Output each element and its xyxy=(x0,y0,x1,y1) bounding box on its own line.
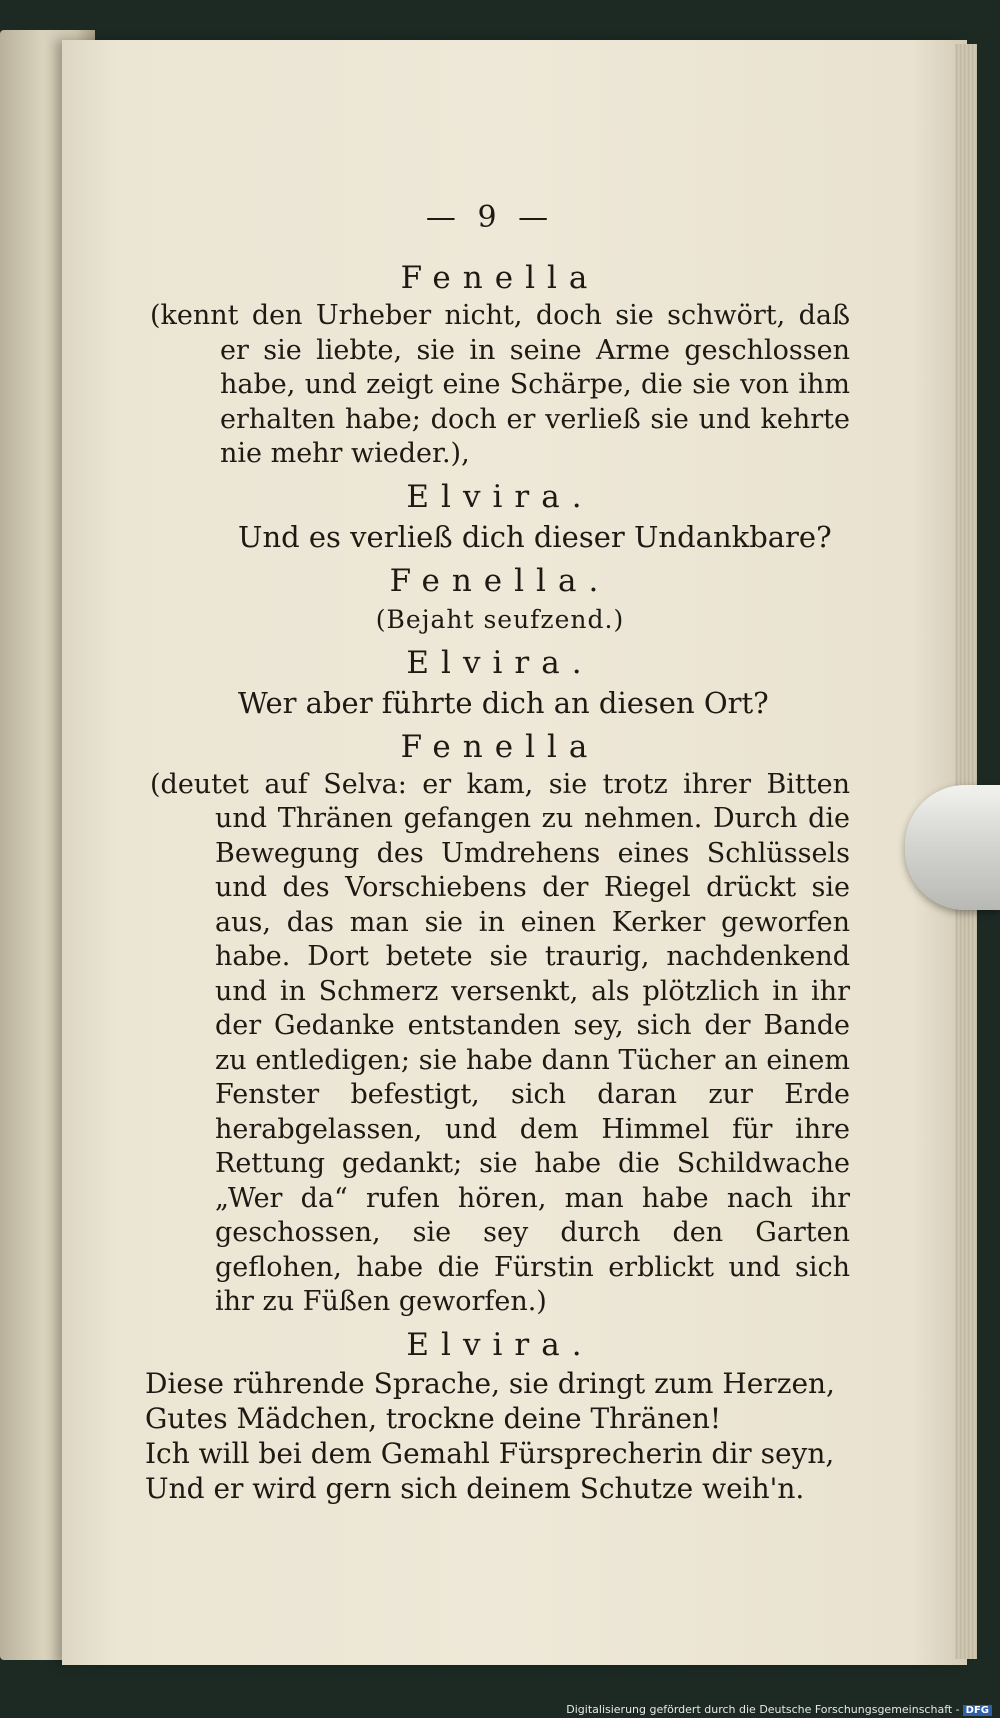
stage-direction: (Bejaht seufzend.) xyxy=(375,604,625,634)
speaker-elvira: Elvira. xyxy=(406,644,594,681)
verse-line: Gutes Mädchen, trockne deine Thränen! xyxy=(145,1401,722,1435)
footer-text: Digitalisierung gefördert durch die Deutsche Forschungsgemeinschaft - xyxy=(566,1703,960,1716)
speaker-fenella: Fenella. xyxy=(389,562,611,599)
dialogue-line: Und es verließ dich dieser Undankbare? xyxy=(238,519,832,554)
verse-line: Ich will bei dem Gemahl Fürsprecherin dir seyn, xyxy=(145,1436,835,1470)
page-number: — 9 — xyxy=(425,200,555,235)
dfg-logo: DFG xyxy=(963,1705,992,1716)
digitization-footer xyxy=(566,1703,992,1716)
verse-line: Diese rührende Sprache, sie dringt zum Herzen, xyxy=(145,1366,835,1400)
page-text xyxy=(145,200,850,1506)
dialogue-line: Wer aber führte dich an diesen Ort? xyxy=(238,685,769,720)
stage-direction: (deutet auf Selva: er kam, sie trotz ihrer Bitten und Thränen gefangen zu nehmen. Durch die Bewegung des Umdrehens eines Schlüssels und des Vorschiebens der Riegel drückt sie aus, das man sie in einen Kerker geworfen habe. Dort betete sie traurig, nachdenkend und in Schmerz versenkt, als plötzlich in ihr der Gedanke entstanden sey, sich der Bande zu entledigen; sie habe dann Tücher an einem Fenster befestigt, sich daran zur Erde herabgelassen, und dem Himmel für ihre Rettung gedankt; sie habe die Schildwache „Wer da“ rufen hören, man habe nach ihr geschossen, sie sey durch den Garten geflohen, habe die Fürstin erblickt und sich ihr zu Füßen geworfen.) xyxy=(150,768,850,1317)
stage-direction: (kennt den Urheber nicht, doch sie schwört, daß er sie liebte, sie in seine Arme geschlossen habe, und zeigt eine Schärpe, die sie von ihm erhalten habe; doch er verließ sie und kehrte nie mehr wieder.), xyxy=(150,300,850,469)
speaker-elvira: Elvira. xyxy=(406,478,594,515)
verse-line: Und er wird gern sich deinem Schutze weih'n. xyxy=(145,1471,805,1505)
speaker-fenella: Fenella xyxy=(400,728,600,765)
speaker-elvira: Elvira. xyxy=(406,1326,594,1363)
speaker-fenella: Fenella xyxy=(400,260,600,296)
